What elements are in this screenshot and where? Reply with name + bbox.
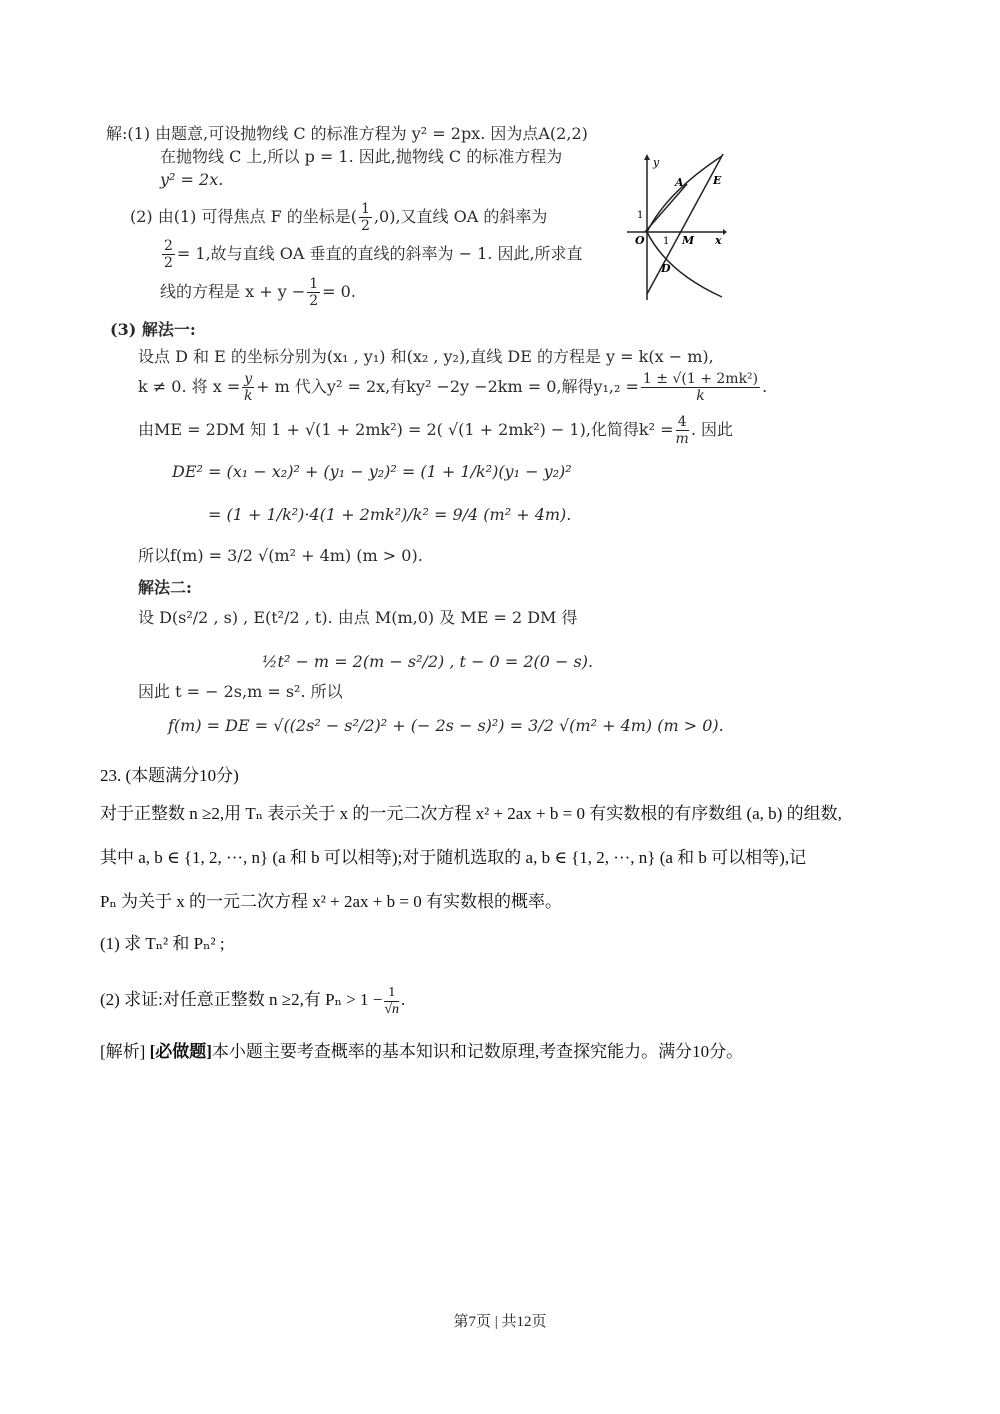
analysis-text: 本小题主要考查概率的基本知识和记数原理,考查探究能力。满分10分。 bbox=[211, 1042, 744, 1061]
part3-line6: 所以f(m) = 3/2 √(m² + 4m) (m > 0). bbox=[138, 546, 423, 565]
frac-den: k bbox=[243, 388, 253, 404]
frac-num: 1 bbox=[384, 985, 399, 1002]
q23-analysis bbox=[100, 1042, 743, 1062]
frac-den: m bbox=[675, 431, 689, 447]
fraction-root bbox=[641, 371, 760, 404]
solution-line-3: y² = 2x. bbox=[160, 170, 224, 189]
part3-line1: 设点 D 和 E 的坐标分别为(x₁ , y₁) 和(x₂ , y₂),直线 DE 的方程是 y = k(x − m), bbox=[138, 347, 714, 366]
q23-line2: 其中 a, b ∈ {1, 2, ···, n} (a 和 b 可以相等);对于随机选取的 a, b ∈ {1, 2, ···, n} (a 和 b 可以相等),记 bbox=[100, 848, 807, 867]
frac-den: k bbox=[696, 388, 705, 404]
label-A: A bbox=[675, 176, 684, 189]
label-tick-x1: 1 bbox=[663, 236, 670, 247]
part3-line2 bbox=[138, 370, 767, 404]
frac-den: 2 bbox=[361, 218, 370, 234]
part3-text: + m 代入y² = 2x,有ky² −2y −2km = 0,解得y₁,₂ = bbox=[256, 377, 639, 396]
solution-line-2: 在抛物线 C 上,所以 p = 1. 因此,抛物线 C 的标准方程为 bbox=[160, 147, 563, 166]
frac-num: 1 bbox=[361, 201, 370, 217]
label-x: x bbox=[715, 234, 722, 247]
fraction-half-2 bbox=[307, 276, 320, 309]
analysis-tag: [解析] bbox=[100, 1042, 146, 1061]
frac-num: y bbox=[244, 371, 253, 387]
label-M: M bbox=[682, 234, 695, 247]
q23-line3: Pₙ 为关于 x 的一元二次方程 x² + 2ax + b = 0 有实数根的概率。 bbox=[100, 892, 562, 911]
solution-line-1: 解:(1) 由题意,可设抛物线 C 的标准方程为 y² = 2px. 因为点A(2,2) bbox=[106, 124, 588, 143]
part3-text: . bbox=[762, 377, 768, 396]
method2-line2: ½t² − m = 2(m − s²/2) , t − 0 = 2(0 − s). bbox=[262, 652, 594, 671]
page-footer: 第7页 | 共12页 bbox=[453, 1314, 547, 1330]
line-OA bbox=[645, 184, 687, 232]
q23-title: 23. (本题满分10分) bbox=[100, 766, 239, 785]
method2-line4: f(m) = DE = √((2s² − s²/2)² + (− 2s − s)²) = 3/2 √(m² + 4m) (m > 0). bbox=[168, 716, 724, 735]
solution-part2-line1 bbox=[130, 200, 547, 234]
x-axis-arrow bbox=[723, 229, 727, 235]
label-O: O bbox=[635, 234, 645, 247]
part2-text-tail: = 0. bbox=[322, 282, 356, 301]
frac-num: 1 ± √(1 + 2mk²) bbox=[642, 371, 759, 387]
solution-part2-line3 bbox=[160, 275, 356, 309]
part3-line5: = (1 + 1/k²)·4(1 + 2mk²)/k² = 9/4 (m² + 4m). bbox=[208, 505, 572, 524]
fraction-1-over-sqrt-n bbox=[384, 985, 399, 1018]
fraction-4-over-m bbox=[676, 414, 689, 447]
fraction-half bbox=[359, 201, 372, 234]
part2-text-d: 线的方程是 x + y − bbox=[160, 282, 306, 301]
label-y: y bbox=[653, 156, 660, 169]
part3-text: 由ME = 2DM 知 1 + √(1 + 2mk²) = 2( √(1 + 2mk²) − 1),化简得k² = bbox=[138, 420, 674, 439]
fraction-y-over-k bbox=[242, 371, 254, 404]
frac-den: 2 bbox=[164, 255, 173, 271]
part2-text-a: (2) 由(1) 可得焦点 F 的坐标是( bbox=[130, 207, 358, 226]
part2-text: (2) 求证:对任意正整数 n ≥2,有 Pₙ > 1 − bbox=[100, 990, 383, 1009]
frac-num: 1 bbox=[309, 276, 319, 292]
y-axis-arrow bbox=[644, 154, 650, 160]
parabola-figure bbox=[627, 152, 727, 302]
frac-den: √n bbox=[384, 1001, 400, 1017]
label-tick-y1: 1 bbox=[637, 210, 644, 221]
frac-num: 2 bbox=[164, 238, 173, 254]
part3-text: . 因此 bbox=[690, 420, 734, 439]
label-E: E bbox=[713, 174, 722, 187]
part3-line4: DE² = (x₁ − x₂)² + (y₁ − y₂)² = (1 + 1/k²)(y₁ − y₂)² bbox=[172, 462, 572, 481]
frac-den: 2 bbox=[309, 293, 319, 309]
solution-part2-line2 bbox=[160, 237, 583, 271]
q23-part2 bbox=[100, 980, 405, 1020]
line-DE bbox=[647, 154, 723, 294]
part2-text-c: = 1,故与直线 OA 垂直的直线的斜率为 − 1. 因此,所求直 bbox=[176, 244, 583, 263]
method2-line1: 设 D(s²/2 , s) , E(t²/2 , t). 由点 M(m,0) 及 ME = 2 DM 得 bbox=[138, 608, 578, 627]
method2-line3: 因此 t = − 2s,m = s². 所以 bbox=[138, 682, 343, 701]
part2-text-b: ,0),又直线 OA 的斜率为 bbox=[373, 207, 548, 226]
part3-text: k ≠ 0. 将 x = bbox=[138, 377, 241, 396]
frac-num: 4 bbox=[676, 414, 689, 431]
required-tag: [必做题] bbox=[149, 1042, 212, 1061]
method2-heading: 解法二: bbox=[138, 578, 192, 597]
fraction-slope bbox=[162, 238, 175, 271]
label-D: D bbox=[661, 262, 671, 275]
part3-line3 bbox=[138, 413, 733, 447]
part2-text: . bbox=[401, 990, 406, 1009]
q23-part1: (1) 求 Tₙ² 和 Pₙ² ; bbox=[100, 934, 225, 953]
q23-line1: 对于正整数 n ≥2,用 Tₙ 表示关于 x 的一元二次方程 x² + 2ax + b = 0 有实数根的有序数组 (a, b) 的组数, bbox=[100, 804, 842, 823]
part3-heading: (3) 解法一: bbox=[110, 320, 196, 339]
